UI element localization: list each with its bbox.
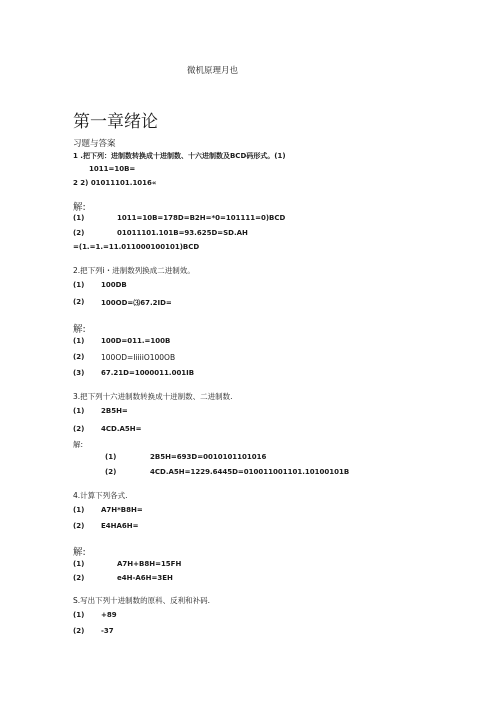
q1-text: 1 .把下列：进制数转换成十进制数、十六进制数及BCD码形式。(1) xyxy=(73,152,286,160)
q5-text: S.写出下列十进制数的原科、反利和补码. xyxy=(73,596,211,605)
q3-answer-1-text: 2B5H=693D=0010101101016 xyxy=(150,453,267,461)
q4-answer-2-text: e4H-A6H=3EH xyxy=(117,574,173,582)
q1-answer-2-text: 01011101.101B=93.625D=SD.AH xyxy=(117,229,248,237)
q2-text: 2.把下列i・进制数列换成二进制效。 xyxy=(73,266,195,275)
q2-item-1-text: 100DB xyxy=(101,281,127,289)
q4-item-1-text: A7H*B8H= xyxy=(101,506,143,514)
q3-answer-2-text: 4CD.A5H=1229.6445D=010011001101.10100101B xyxy=(150,468,350,476)
q4-item-1-num: (1) xyxy=(73,506,85,514)
q4-answer-label: 解: xyxy=(73,547,86,558)
q2-answer-label: 解: xyxy=(73,324,86,335)
q4-answer-1-text: A7H+B8H=15FH xyxy=(117,560,182,568)
q3-item-2-text: 4CD.A5H= xyxy=(101,425,142,433)
q2-item-2-text: 100OD=⑶67.2ID= xyxy=(101,299,172,307)
q2-item-1-num: (1) xyxy=(73,281,85,289)
q4-answer-2-num: (2) xyxy=(73,574,85,582)
q1-answer-1-num: (1) xyxy=(73,214,85,222)
section-title: 习题与答案 xyxy=(73,139,116,149)
q2-answer-2-num: (2) xyxy=(73,353,85,361)
q2-answer-1-text: 100D=011.=100B xyxy=(101,337,171,345)
q4-answer-1-num: (1) xyxy=(73,560,85,568)
q3-answer-2-num: (2) xyxy=(105,468,117,476)
q1-answer-cont: =(1.=1.=11.011000100101)BCD xyxy=(73,243,200,251)
q3-item-1-text: 2B5H= xyxy=(101,407,128,415)
q1-answer-2-num: (2) xyxy=(73,229,85,237)
chapter-title: 第一章绪论 xyxy=(73,112,158,132)
q3-item-1-num: (1) xyxy=(73,407,85,415)
q3-text: 3.把下列十六进制数转换成十迸制数、二进制数. xyxy=(73,392,233,401)
q3-answer-label: 解: xyxy=(73,440,84,449)
q1-line3: 2 2) 01011101.1016« xyxy=(73,179,157,187)
q2-answer-3-text: 67.21D=1000011.001IB xyxy=(101,369,195,377)
q2-answer-2-text: 100OD=IiiiiO100OB xyxy=(101,353,176,362)
q3-answer-1-num: (1) xyxy=(105,453,117,461)
q4-text: 4.计算下列各式. xyxy=(73,491,128,500)
q5-item-2-num: (2) xyxy=(73,627,85,635)
q1-answer-label: 解: xyxy=(73,202,86,213)
q1-answer-1-text: 1011=10B=178D=B2H=*0=101111=0)BCD xyxy=(117,214,286,222)
q4-item-2-text: E4HA6H= xyxy=(101,522,139,530)
q2-item-2-num: (2) xyxy=(73,298,85,306)
q4-item-2-num: (2) xyxy=(73,522,85,530)
q2-answer-3-num: (3) xyxy=(73,369,85,377)
q5-item-2-text: -37 xyxy=(101,627,114,635)
q5-item-1-text: +89 xyxy=(101,611,117,619)
q3-item-2-num: (2) xyxy=(73,425,85,433)
q1-line2: 1011=10B= xyxy=(89,165,136,173)
q5-item-1-num: (1) xyxy=(73,611,85,619)
page-header: 微机原理月也 xyxy=(187,66,239,76)
q2-answer-1-num: (1) xyxy=(73,337,85,345)
